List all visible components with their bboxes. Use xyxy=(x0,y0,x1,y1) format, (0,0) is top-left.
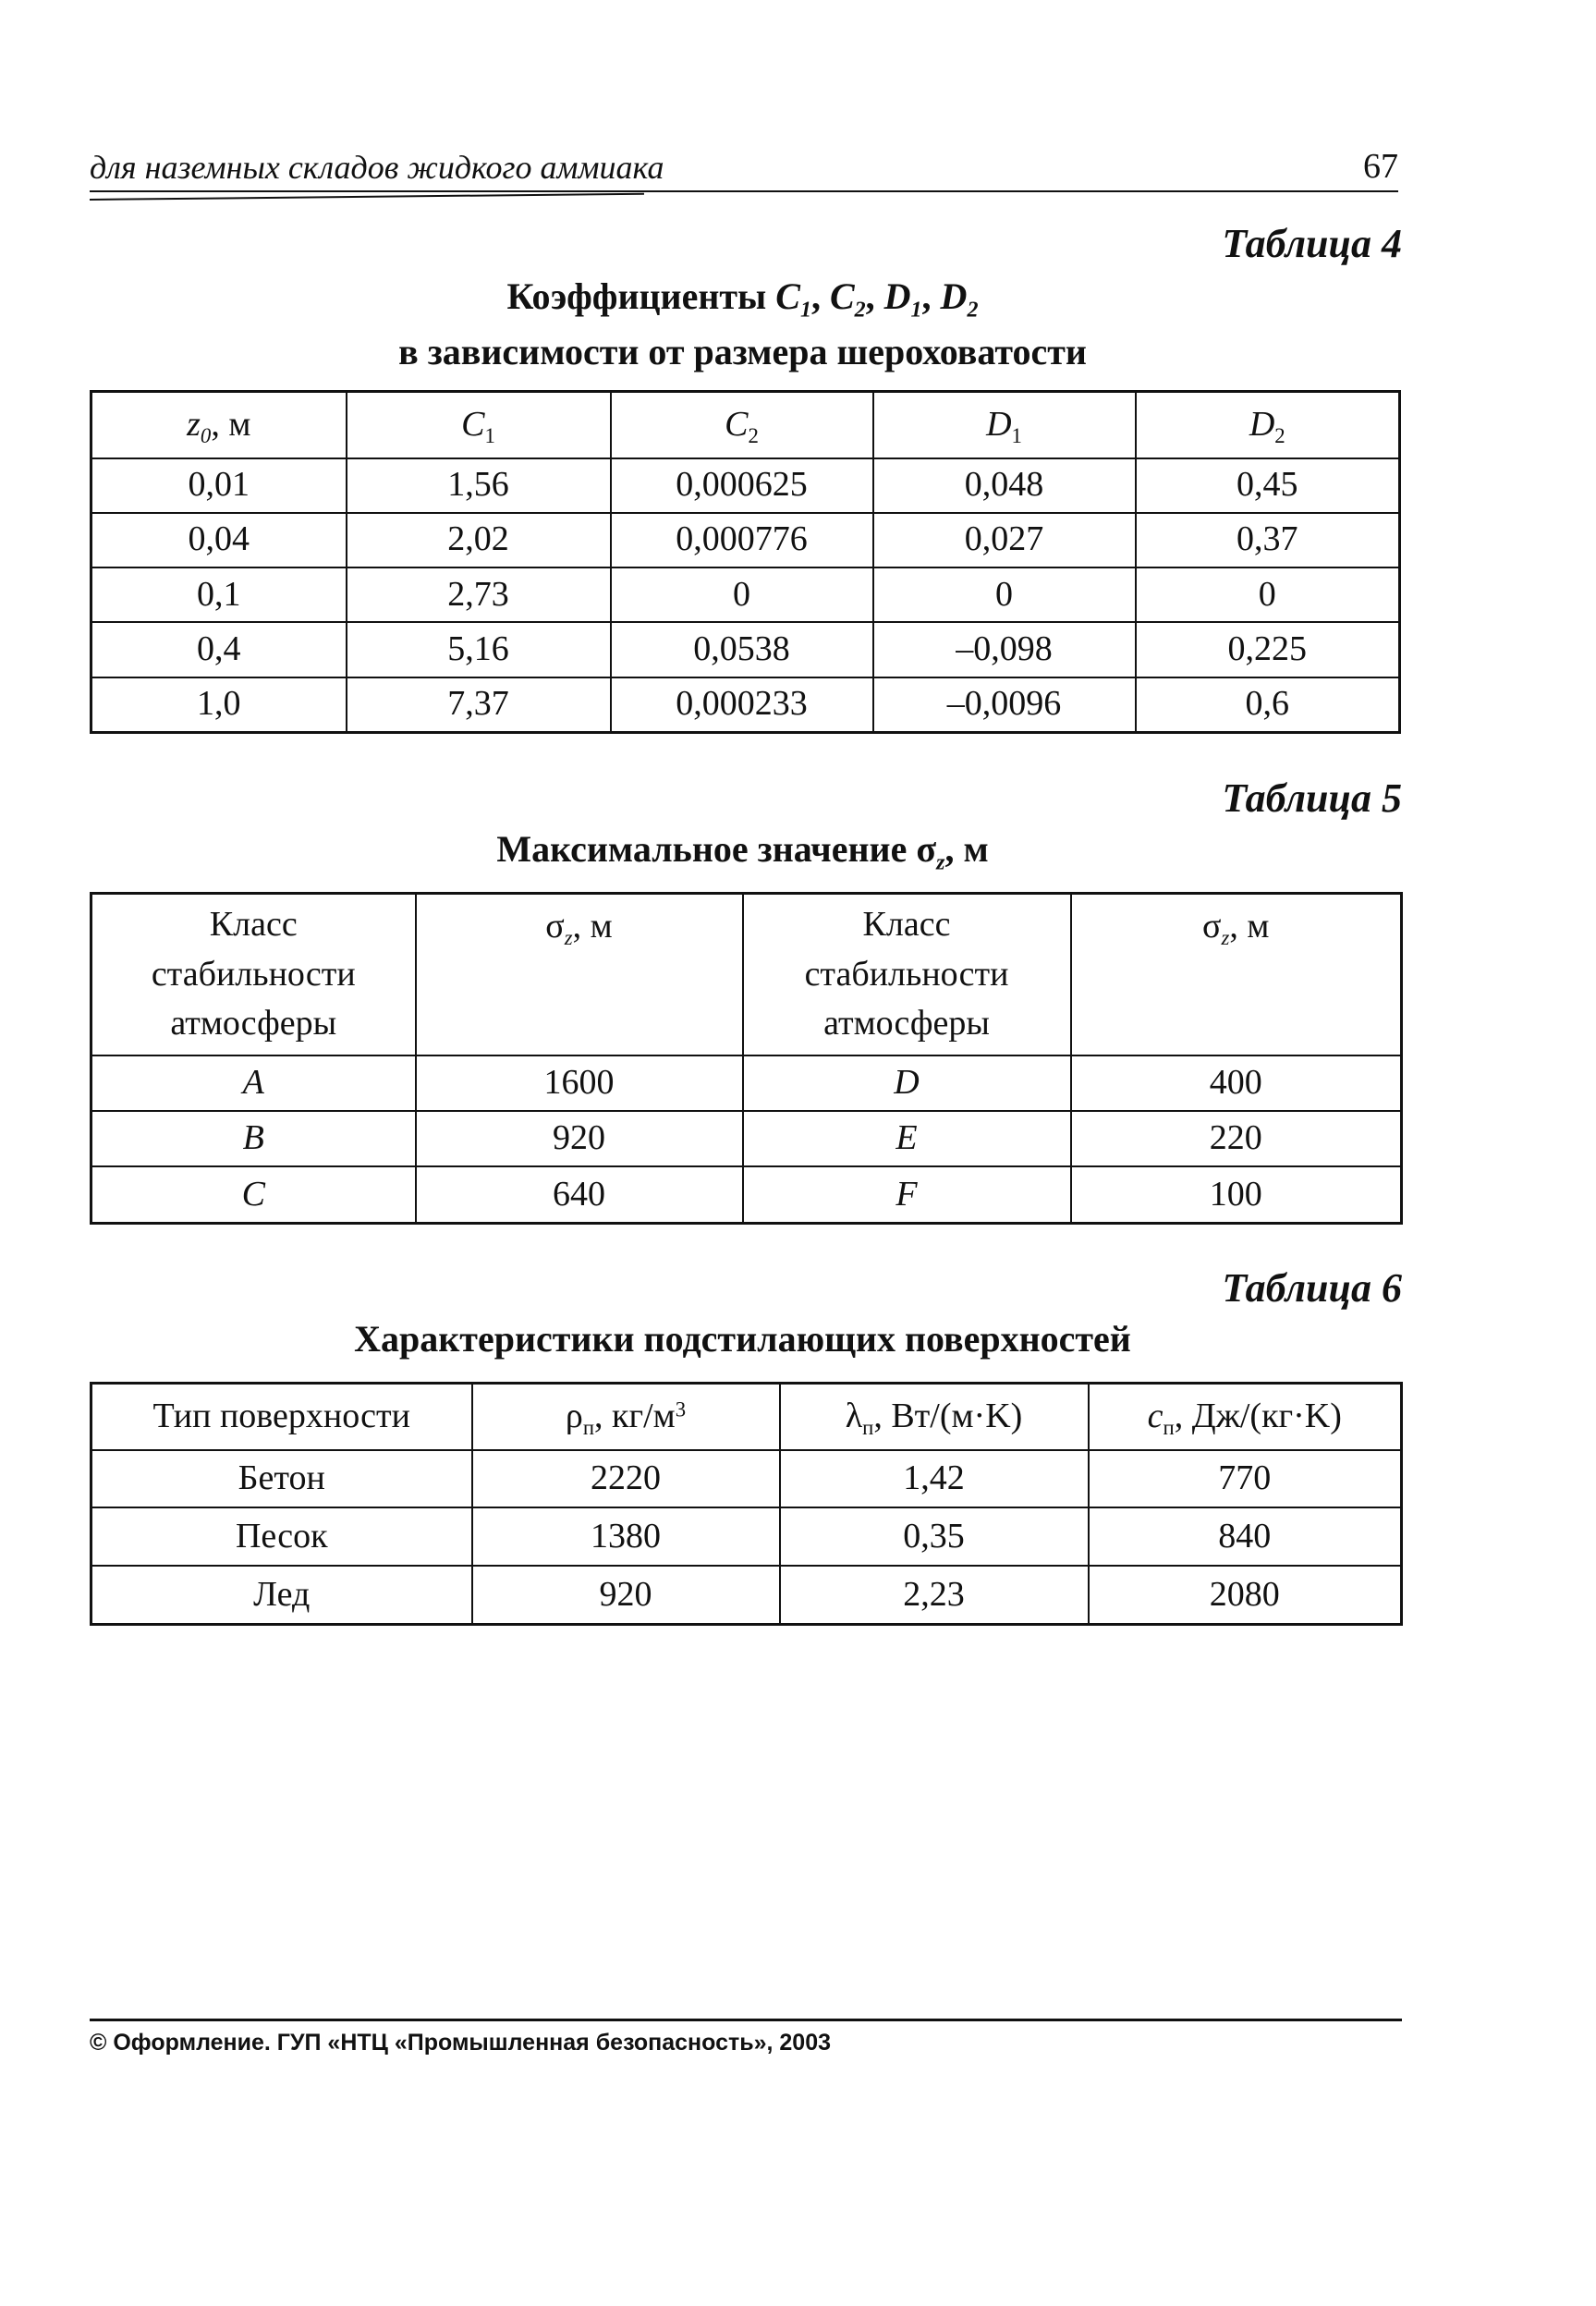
table-cell: E xyxy=(743,1111,1071,1166)
table-cell: 0,225 xyxy=(1136,622,1400,677)
table4-header-d2: $D_2$ xyxy=(1136,392,1400,458)
table-cell: Лед xyxy=(91,1566,472,1625)
footer-rule xyxy=(90,2019,1402,2021)
table-cell: 2080 xyxy=(1089,1566,1402,1625)
table4-header-c2: $C_2$ xyxy=(611,392,873,458)
table-cell: B xyxy=(91,1111,416,1166)
table5-header-class-2: Класс стабильности атмосферы xyxy=(743,894,1071,1055)
page-number: 67 xyxy=(1363,147,1398,186)
table-row xyxy=(91,1055,1402,1111)
table6-header-density: $\rho_п$, $кг/м^3$ xyxy=(472,1384,780,1450)
table6-title: Характеристики подстилающих поверхностей xyxy=(354,1318,1131,1360)
table-row xyxy=(91,1566,1402,1625)
table4-header-d1: $D_1$ xyxy=(873,392,1136,458)
table-row xyxy=(91,677,1400,733)
table5-header-sigma-1: $\sigma_z$, м xyxy=(416,894,743,1055)
table4-title-line2: в зависимости от размера шероховатости xyxy=(398,331,1087,372)
table-row xyxy=(91,1166,1402,1223)
table-cell: 2,23 xyxy=(780,1566,1089,1625)
table-cell: 2,73 xyxy=(347,567,611,622)
table-row xyxy=(91,567,1400,622)
table4-title-prefix: Коэффициенты xyxy=(506,275,776,317)
table-cell: 0 xyxy=(1136,567,1400,622)
table-cell: 770 xyxy=(1089,1450,1402,1508)
table-cell: 1600 xyxy=(416,1055,743,1111)
table-cell: 1,42 xyxy=(780,1450,1089,1508)
table-cell: 920 xyxy=(472,1566,780,1625)
table4-header-c1: $C_1$ xyxy=(347,392,611,458)
table-row xyxy=(91,1507,1402,1566)
table-cell: 920 xyxy=(416,1111,743,1166)
table4-title-d2: $D_2$ xyxy=(940,275,979,323)
table5-header-class-1: Класс стабильности атмосферы xyxy=(91,894,416,1055)
table-cell: –0,098 xyxy=(873,622,1136,677)
table-cell: –0,0096 xyxy=(873,677,1136,733)
table-cell: F xyxy=(743,1166,1071,1223)
table-cell: 0,027 xyxy=(873,513,1136,567)
table-cell: 0 xyxy=(873,567,1136,622)
footer-copyright: © Оформление. ГУП «НТЦ «Промышленная безопасность», 2003 xyxy=(90,2030,832,2056)
table6-header-heat-capacity: $c_п$, Дж/(кг·K) xyxy=(1089,1384,1402,1450)
table-cell: 640 xyxy=(416,1166,743,1223)
table4-header-row xyxy=(91,392,1400,458)
table6-header-conductivity: $\lambda_п$, Вт/(м·K) xyxy=(780,1384,1089,1450)
table5-title: Максимальное значение $\sigma_z$, м xyxy=(496,828,989,875)
table-cell: 0,000776 xyxy=(611,513,873,567)
table-cell: 1,0 xyxy=(91,677,347,733)
table-cell: D xyxy=(743,1055,1071,1111)
table4-header-z0: $z_0$, м xyxy=(91,392,347,458)
table-cell: 400 xyxy=(1071,1055,1402,1111)
table-row xyxy=(91,458,1400,513)
table-cell: 0,35 xyxy=(780,1507,1089,1566)
running-head-underline xyxy=(90,193,644,201)
table-cell: 0,45 xyxy=(1136,458,1400,513)
table-cell: 5,16 xyxy=(347,622,611,677)
table-row xyxy=(91,1111,1402,1166)
table-cell: 0,37 xyxy=(1136,513,1400,567)
table5 xyxy=(90,892,1403,1225)
table-cell: 0,4 xyxy=(91,622,347,677)
running-head-title: для наземных складов жидкого аммиака xyxy=(90,149,664,186)
table-cell: 0 xyxy=(611,567,873,622)
table-cell: 0,048 xyxy=(873,458,1136,513)
table-cell: 0,1 xyxy=(91,567,347,622)
table4-title-line1: Коэффициенты $C_1$, $C_2$, $D_1$, $D_2$ xyxy=(506,275,979,323)
table6 xyxy=(90,1382,1403,1626)
table5-label: Таблица 5 xyxy=(1222,775,1402,821)
table-row xyxy=(91,622,1400,677)
table5-header-sigma-2: $\sigma_z$, м xyxy=(1071,894,1402,1055)
table-cell: 100 xyxy=(1071,1166,1402,1223)
table4 xyxy=(90,390,1401,734)
table-cell: C xyxy=(91,1166,416,1223)
table-cell: 2220 xyxy=(472,1450,780,1508)
table-cell: Песок xyxy=(91,1507,472,1566)
table-cell: 1380 xyxy=(472,1507,780,1566)
table-cell: 0,04 xyxy=(91,513,347,567)
table-cell: 7,37 xyxy=(347,677,611,733)
table5-header-row xyxy=(91,894,1402,1055)
running-head xyxy=(90,148,1398,192)
table-cell: A xyxy=(91,1055,416,1111)
table-cell: 0,01 xyxy=(91,458,347,513)
table-cell: 0,000233 xyxy=(611,677,873,733)
table4-title-d1: $D_1$ xyxy=(883,275,922,323)
table-row xyxy=(91,1450,1402,1508)
table-row xyxy=(91,513,1400,567)
table4-label: Таблица 4 xyxy=(1222,221,1402,266)
table-cell: Бетон xyxy=(91,1450,472,1508)
table6-header-surface-type: Тип поверхности xyxy=(91,1384,472,1450)
table-cell: 840 xyxy=(1089,1507,1402,1566)
table-cell: 0,6 xyxy=(1136,677,1400,733)
table6-label: Таблица 6 xyxy=(1222,1265,1402,1311)
table-cell: 220 xyxy=(1071,1111,1402,1166)
table-cell: 0,000625 xyxy=(611,458,873,513)
table-cell: 1,56 xyxy=(347,458,611,513)
table-cell: 2,02 xyxy=(347,513,611,567)
table6-header-row xyxy=(91,1384,1402,1450)
table4-title-c1: $C_1$ xyxy=(775,275,811,323)
table-cell: 0,0538 xyxy=(611,622,873,677)
table4-title-c2: $C_2$ xyxy=(829,275,866,323)
